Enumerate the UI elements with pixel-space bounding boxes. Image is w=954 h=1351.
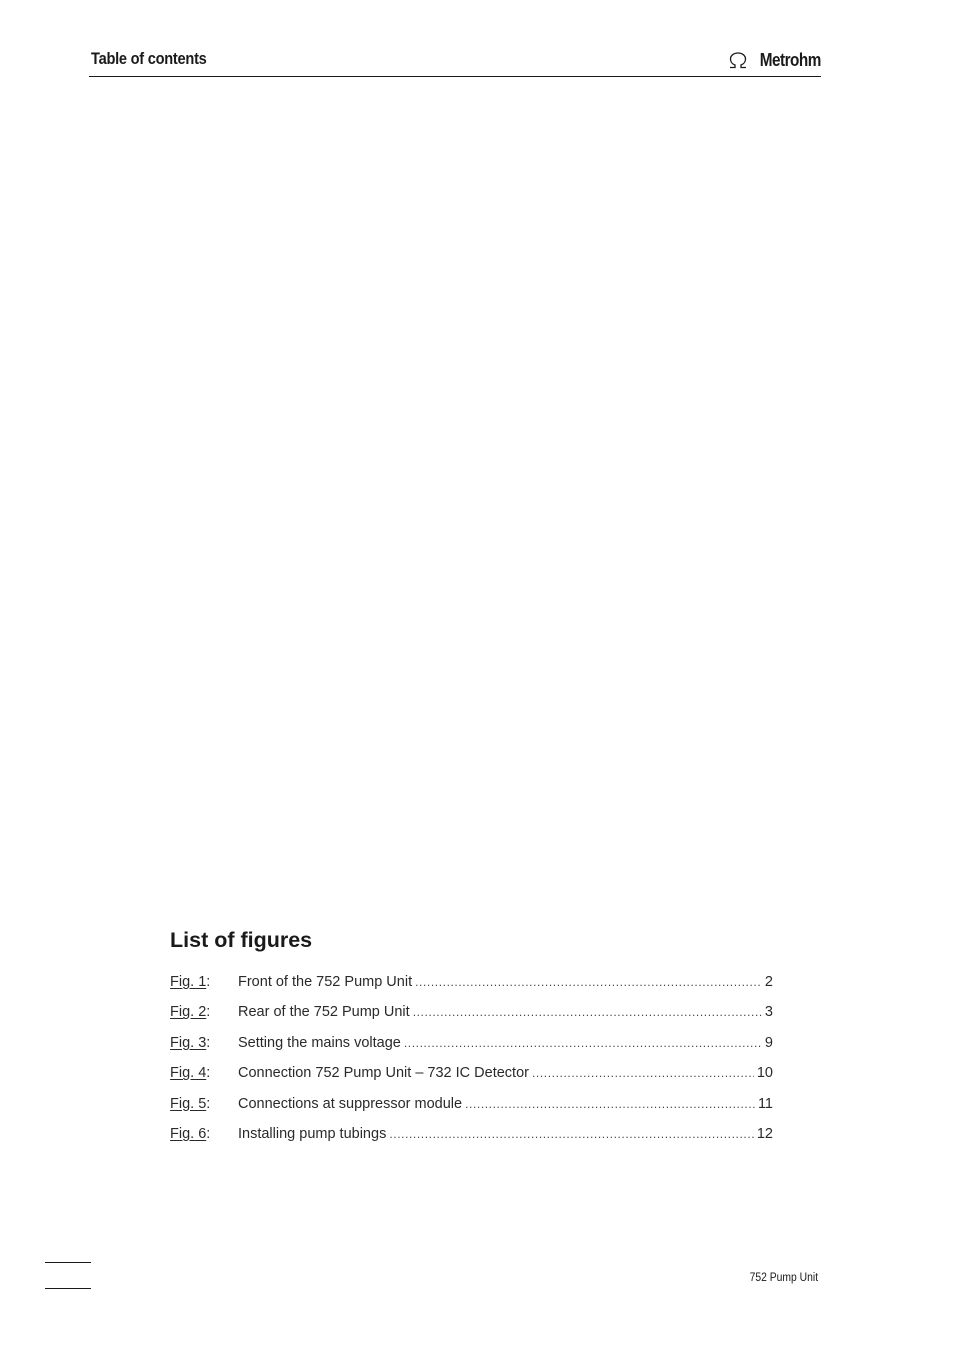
figure-entry <box>170 1035 773 1065</box>
dot-leader <box>413 1005 762 1019</box>
figure-title: Front of the 752 Pump Unit <box>238 974 413 990</box>
figure-title: Connection 752 Pump Unit – 732 IC Detector <box>238 1065 529 1082</box>
figure-title: Installing pump tubings <box>238 1125 387 1142</box>
figure-link[interactable]: Fig. 1 <box>170 974 207 990</box>
figure-entry <box>170 1004 773 1034</box>
figure-label-separator: : <box>206 1095 211 1112</box>
figure-entry <box>170 1096 773 1126</box>
figure-link[interactable]: Fig. 2 <box>170 1004 207 1021</box>
dot-leader <box>404 1036 762 1050</box>
figure-page-number: 2 <box>764 974 773 990</box>
running-header-title: Table of contents <box>91 49 207 68</box>
dot-leader <box>465 1097 755 1111</box>
footer-rule-top <box>45 1262 91 1263</box>
figure-entry <box>170 974 773 1004</box>
figure-label-separator: : <box>206 974 211 990</box>
footer-product-name: 752 Pump Unit <box>749 1272 818 1284</box>
figure-page-number: 9 <box>764 1034 773 1051</box>
figure-link[interactable]: Fig. 4 <box>170 1065 207 1082</box>
figure-page-number: 11 <box>757 1095 773 1112</box>
dot-leader <box>415 975 762 989</box>
figure-link[interactable]: Fig. 6 <box>170 1125 207 1142</box>
dot-leader <box>389 1127 754 1141</box>
figure-label-separator: : <box>206 1004 211 1021</box>
footer-rule-bottom <box>45 1288 91 1289</box>
figure-title: Connections at suppressor module <box>238 1095 463 1112</box>
figure-page-number: 3 <box>764 1004 773 1021</box>
brand-logo <box>728 50 821 71</box>
figure-entry <box>170 1126 773 1156</box>
figure-entry <box>170 1065 773 1095</box>
brand-name: Metrohm <box>759 50 821 70</box>
figure-list <box>170 974 773 1156</box>
list-of-figures-heading: List of figures <box>170 928 313 952</box>
figure-label-separator: : <box>206 1125 211 1142</box>
omega-icon <box>728 52 748 69</box>
header-divider <box>89 76 821 77</box>
figure-label-separator: : <box>206 1065 211 1082</box>
dot-leader <box>532 1066 754 1080</box>
figure-page-number: 12 <box>756 1125 773 1142</box>
figure-title: Rear of the 752 Pump Unit <box>238 1004 410 1021</box>
figure-label-separator: : <box>206 1034 211 1051</box>
figure-link[interactable]: Fig. 3 <box>170 1034 207 1051</box>
figure-page-number: 10 <box>756 1065 773 1082</box>
figure-title: Setting the mains voltage <box>238 1034 401 1051</box>
figure-link[interactable]: Fig. 5 <box>170 1095 207 1112</box>
